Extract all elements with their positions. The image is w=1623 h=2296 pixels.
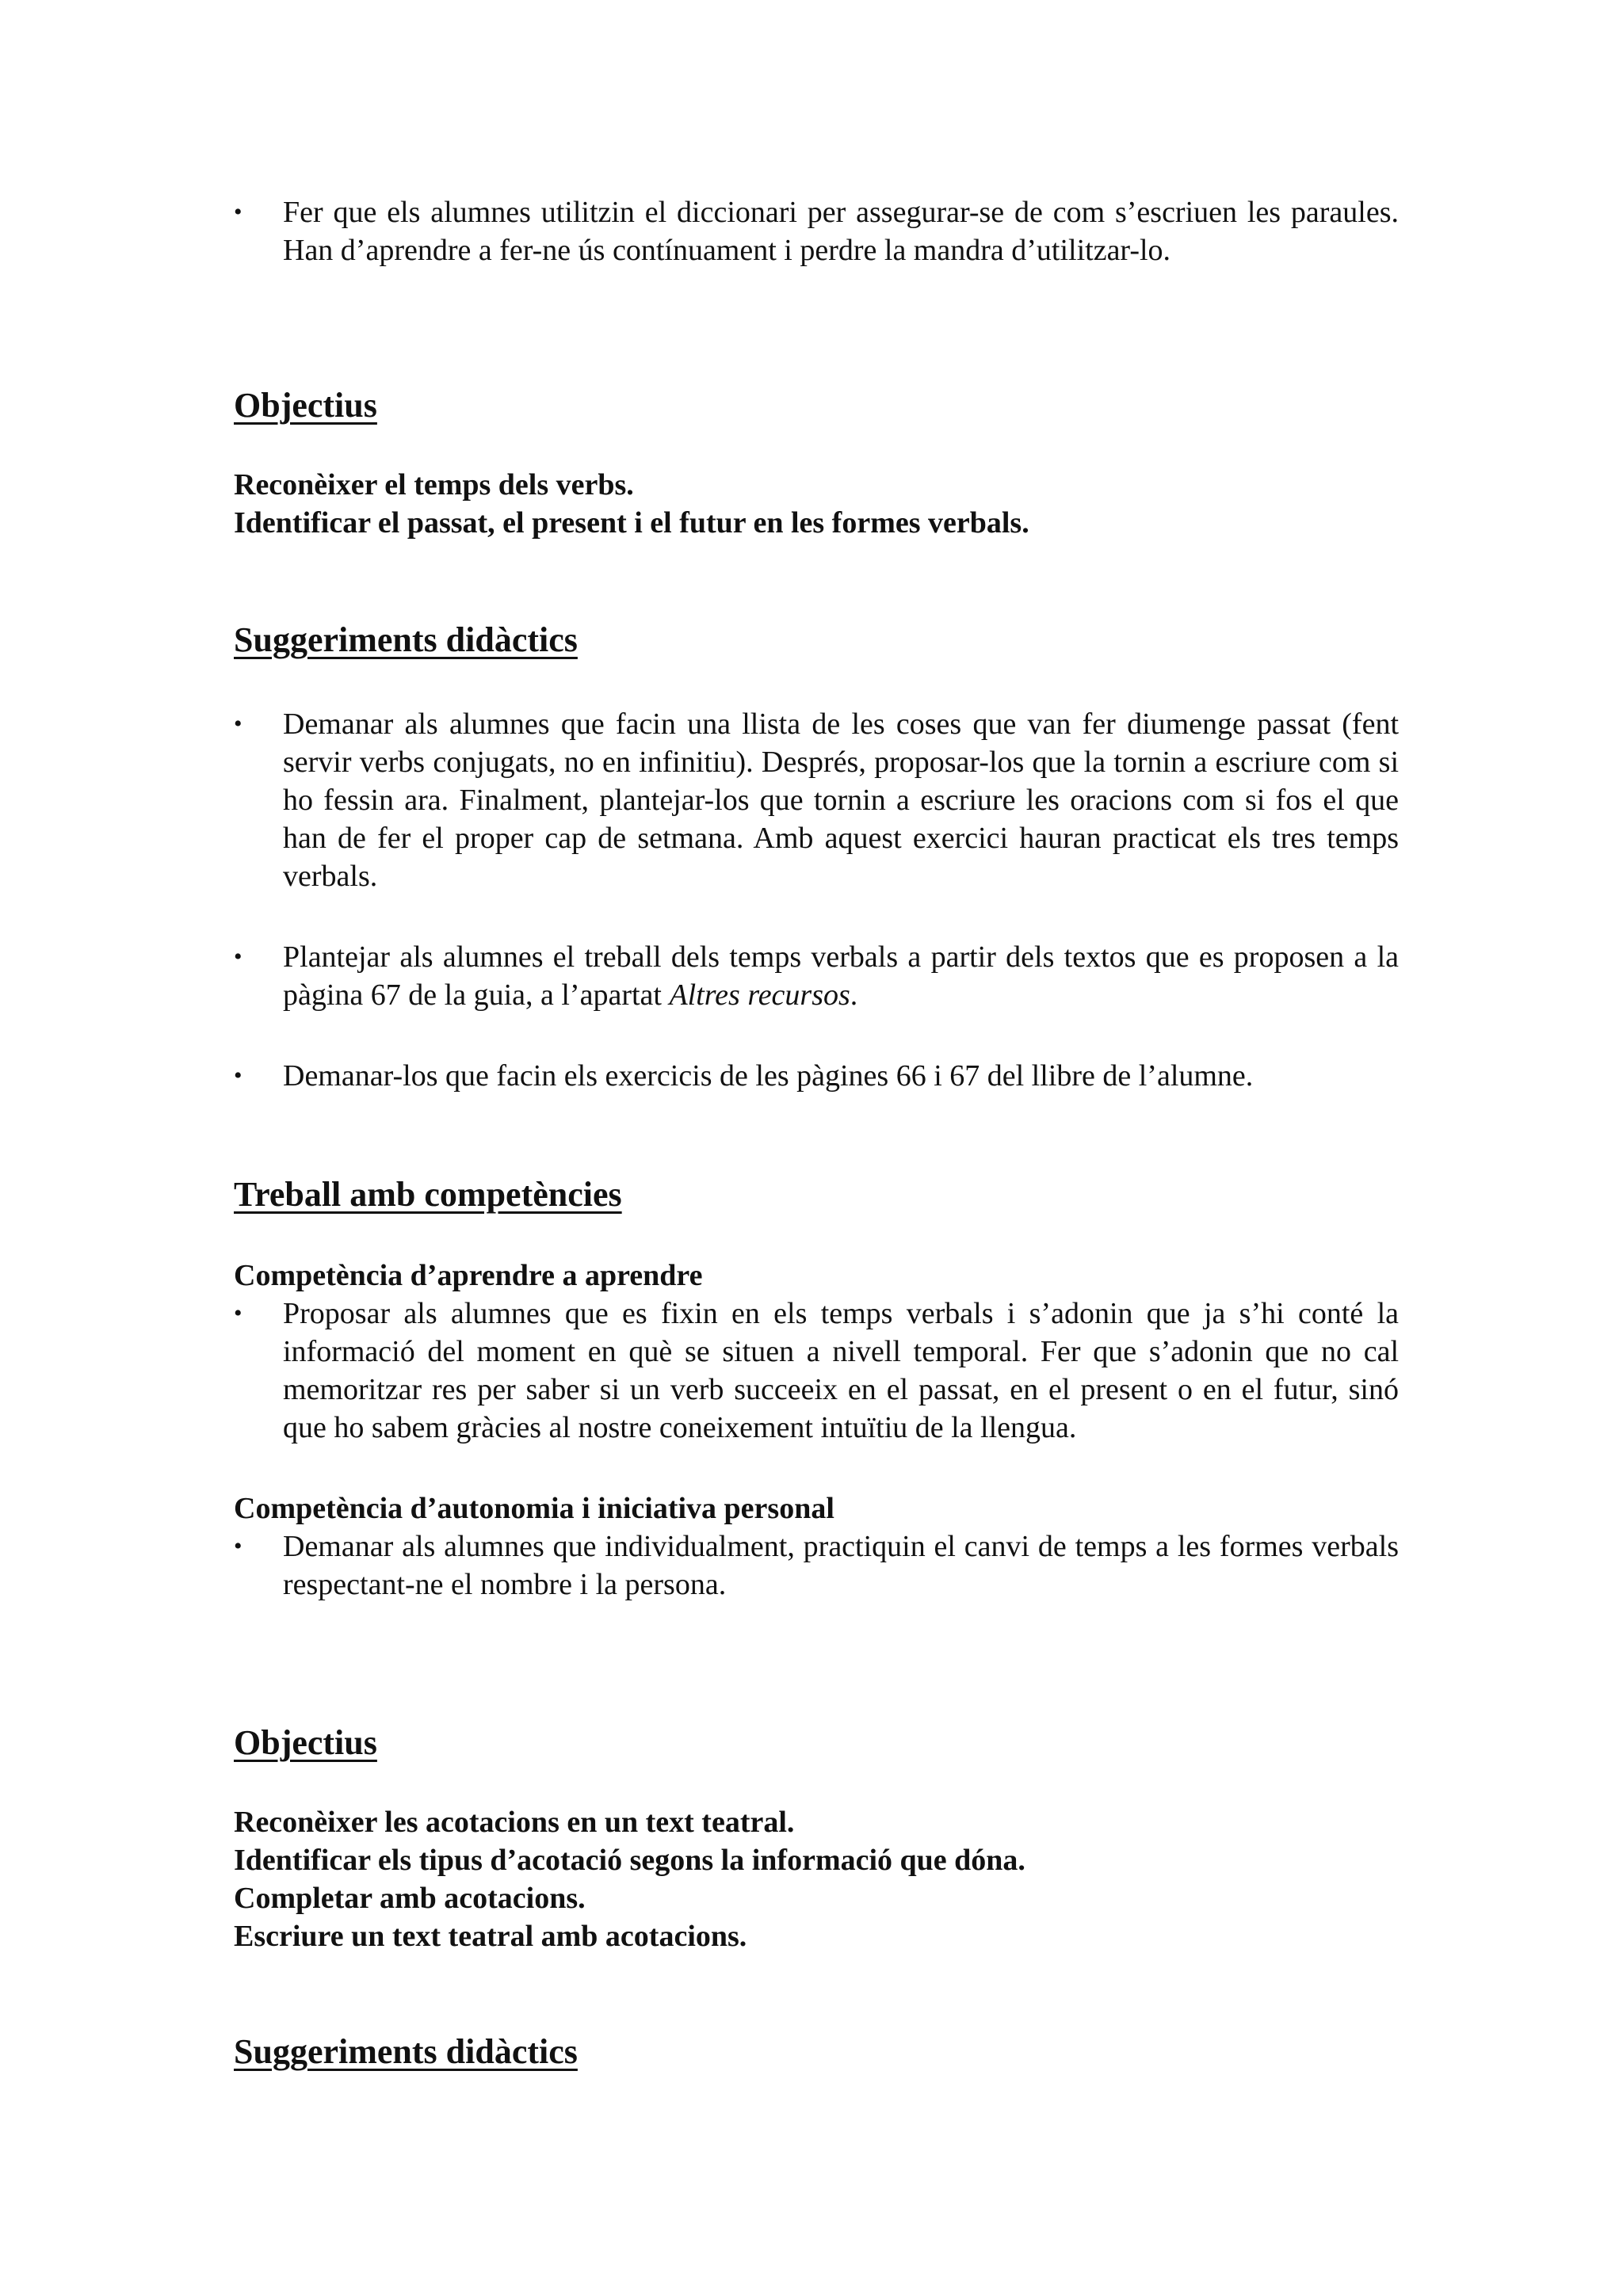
competencies-heading: Treball amb competències	[234, 1175, 622, 1214]
bullet-text	[283, 938, 1399, 1014]
bullet-text-part: .	[850, 978, 858, 1012]
bullet-icon: •	[234, 1533, 242, 1559]
objectives-heading: Objectius	[234, 1723, 377, 1762]
objectives-list	[234, 1803, 1025, 1955]
bullet-icon: •	[234, 1300, 242, 1326]
bullet-text: Fer que els alumnes utilitzin el diccionari per assegurar-se de com s’escriuen les paraules. Han d’aprendre a fer-ne ús contínuament i perdre la mandra d’utilitzar-lo.	[283, 196, 1399, 267]
bullet-text: Demanar als alumnes que facin una llista de les coses que van fer diumenge passat (fent servir verbs conjugats, no en infinitiu). Després, proposar-los que la tornin a escriure com si ho fessin ara. Finalment, plantejar-los que tornin a escriure les oracions com si fos el que han de fer el proper cap de setmana. Amb aquest exercici hauran practicat els tres temps verbals.	[283, 707, 1399, 893]
bullet-text: Demanar als alumnes que individualment, practiquin el canvi de temps a les formes verbals respectant-ne el nombre i la persona.	[283, 1530, 1399, 1601]
objectives-list	[234, 466, 1029, 542]
intro-bullet	[234, 193, 1399, 269]
italic-reference: Altres recursos	[669, 978, 850, 1012]
objective-item: Identificar els tipus d’acotació segons la informació que dóna.	[234, 1844, 1025, 1877]
competency-title: Competència d’autonomia i iniciativa personal	[234, 1492, 834, 1525]
bullet-text: Demanar-los que facin els exercicis de les pàgines 66 i 67 del llibre de l’alumne.	[283, 1059, 1254, 1093]
bullet-icon: •	[234, 199, 242, 225]
objective-item: Completar amb acotacions.	[234, 1882, 586, 1915]
suggestion-item	[234, 705, 1399, 895]
bullet-text-part: Plantejar als alumnes el treball dels temps verbals a partir dels textos que es proposen a la pàgina 67 de la guia, a l’apartat	[283, 940, 1399, 1012]
bullet-text: Proposar als alumnes que es fixin en els temps verbals i s’adonin que ja s’hi conté la informació del moment en què se situen a nivell temporal. Fer que s’adonin que no cal memoritzar res per saber si un verb succeeix en el passat, en el present o en el futur, sinó que ho sabem gràcies al nostre coneixement intuïtiu de la llengua.	[283, 1297, 1399, 1444]
suggestions-heading: Suggeriments didàctics	[234, 2032, 578, 2071]
objective-item: Reconèixer les acotacions en un text teatral.	[234, 1806, 795, 1839]
competency-item	[234, 1295, 1399, 1447]
suggestion-item	[234, 938, 1399, 1014]
suggestions-heading: Suggeriments didàctics	[234, 620, 578, 659]
suggestion-item	[234, 1057, 1399, 1095]
bullet-icon: •	[234, 711, 242, 737]
bullet-icon: •	[234, 944, 242, 970]
objectives-heading: Objectius	[234, 386, 377, 425]
objective-item: Identificar el passat, el present i el futur en les formes verbals.	[234, 506, 1029, 540]
competency-item	[234, 1527, 1399, 1604]
bullet-icon: •	[234, 1062, 242, 1089]
objective-item: Escriure un text teatral amb acotacions.	[234, 1920, 747, 1953]
competency-title: Competència d’aprendre a aprendre	[234, 1259, 703, 1292]
objective-item: Reconèixer el temps dels verbs.	[234, 468, 634, 502]
